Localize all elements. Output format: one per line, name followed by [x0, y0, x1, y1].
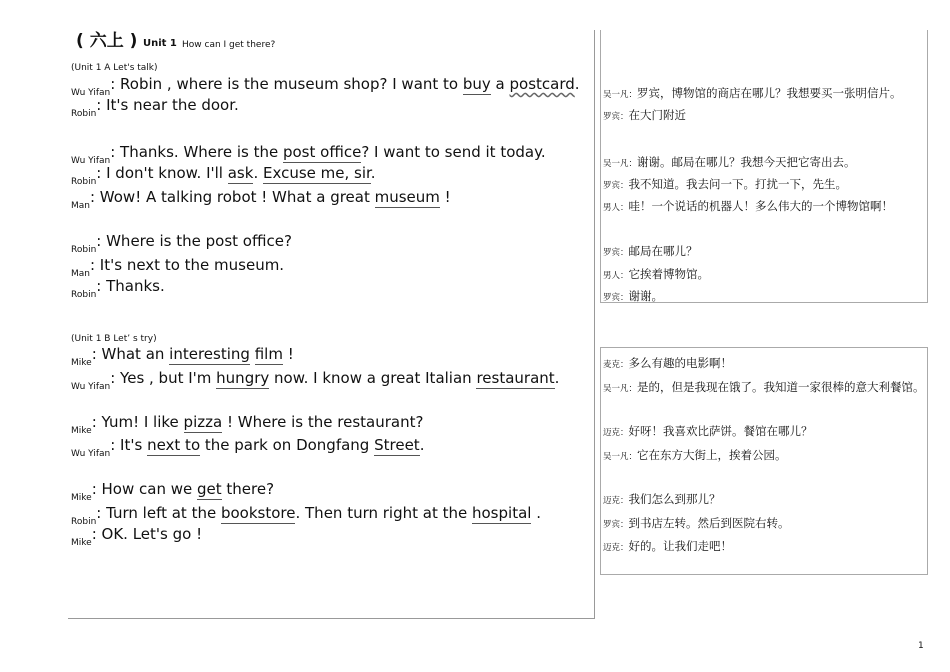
- translation-text: 在大门附近: [628, 108, 687, 122]
- speaker-label: Mike: [71, 493, 92, 503]
- speaker-label: 迈克：: [603, 543, 629, 553]
- speaker-label: 男人：: [603, 271, 629, 281]
- translation-line: [603, 104, 686, 123]
- translation-line: [603, 195, 893, 214]
- line-text: : OK. Let's go !: [91, 525, 203, 543]
- dialogue-line: [71, 435, 425, 459]
- speaker-label: 吴一凡：: [603, 452, 638, 462]
- dialogue-line: [71, 163, 376, 187]
- translation-text: 谢谢。: [628, 289, 664, 303]
- line-text: : Turn left at the bookstore. Then turn right at the hospital .: [96, 504, 541, 522]
- translation-line: [603, 173, 847, 192]
- translation-text: 罗宾，博物馆的商店在哪儿？我想要买一张明信片。: [637, 86, 902, 100]
- line-text: : Where is the post office?: [96, 232, 292, 250]
- speaker-label: Robin: [71, 290, 97, 300]
- speaker-label: 吴一凡：: [603, 90, 638, 100]
- speaker-label: Mike: [71, 538, 92, 548]
- translation-text: 到书店左转。然后到医院右转。: [628, 516, 790, 530]
- dialogue-line: [71, 503, 541, 527]
- line-text: : Thanks. Where is the post office? I want to send it today.: [110, 143, 546, 161]
- translation-text: 它挨着博物馆。: [628, 267, 710, 281]
- speaker-label: 罗宾：: [603, 293, 629, 303]
- speaker-label: Wu Yifan: [71, 449, 111, 459]
- translation-line: [603, 535, 732, 554]
- dialogue-line: [71, 74, 580, 98]
- translation-line: [603, 285, 663, 304]
- translation-line: [603, 82, 902, 101]
- speaker-label: Wu Yifan: [71, 382, 111, 392]
- translation-text: 它在东方大街上，挨着公园。: [637, 448, 787, 462]
- translation-line: [603, 240, 698, 259]
- bottom-rule: [68, 618, 595, 619]
- speaker-label: 麦克：: [603, 360, 629, 370]
- speaker-label: 罗宾：: [603, 112, 629, 122]
- line-text: : What an interesting film !: [91, 345, 294, 363]
- line-text: : It's next to the park on Dongfang Street.: [110, 436, 425, 454]
- translation-line: [603, 352, 732, 371]
- section-label-b: (Unit 1 B Let’ s try): [71, 334, 157, 344]
- speaker-label: 罗宾：: [603, 520, 629, 530]
- speaker-label: Robin: [71, 109, 97, 119]
- translation-text: 是的，但是我现在饿了。我知道一家很棒的意大利餐馆。: [637, 380, 925, 394]
- speaker-label: Man: [71, 201, 90, 211]
- speaker-label: Mike: [71, 358, 92, 368]
- speaker-label: 迈克：: [603, 428, 629, 438]
- speaker-label: 罗宾：: [603, 248, 629, 258]
- line-text: : Yes , but I'm hungry now. I know a great Italian restaurant.: [110, 369, 560, 387]
- line-text: : Yum! I like pizza ! Where is the restaurant?: [91, 413, 424, 431]
- dialogue-line: [71, 142, 546, 166]
- speaker-label: Wu Yifan: [71, 156, 111, 166]
- dialogue-line: [71, 479, 275, 503]
- dialogue-line: [71, 524, 203, 548]
- speaker-label: Wu Yifan: [71, 88, 111, 98]
- dialogue-line: [71, 95, 239, 119]
- speaker-label: Robin: [71, 177, 97, 187]
- page-number: 1: [918, 641, 924, 651]
- dialogue-line: [71, 276, 165, 300]
- translation-line: [603, 376, 925, 395]
- unit-title: How can I get there?: [182, 40, 276, 50]
- translation-text: 邮局在哪儿？: [628, 244, 698, 258]
- translation-text: 多么有趣的电影啊！: [628, 356, 733, 370]
- speaker-label: Robin: [71, 517, 97, 527]
- translation-text: 好呀！我喜欢比萨饼。餐馆在哪儿？: [628, 424, 813, 438]
- speaker-label: Mike: [71, 426, 92, 436]
- translation-text: 我不知道。我去问一下。打扰一下，先生。: [628, 177, 848, 191]
- unit-label: Unit 1: [143, 38, 177, 49]
- speaker-label: 男人：: [603, 203, 629, 213]
- line-text: : Thanks.: [96, 277, 165, 295]
- translation-text: 谢谢。邮局在哪儿？我想今天把它寄出去。: [637, 155, 856, 169]
- line-text: : How can we get there?: [91, 480, 275, 498]
- translation-text: 哇！一个说话的机器人！多么伟大的一个博物馆啊！: [628, 199, 894, 213]
- translation-line: [603, 263, 709, 282]
- dialogue-line: [71, 368, 560, 392]
- speaker-label: Man: [71, 269, 90, 279]
- speaker-label: 罗宾：: [603, 181, 629, 191]
- dialogue-line: [71, 344, 294, 368]
- translation-line: [603, 512, 790, 531]
- section-label-a: (Unit 1 A Let's talk): [71, 63, 158, 73]
- column-divider: [594, 30, 595, 619]
- grade-label: ( 六上 ): [76, 31, 138, 51]
- dialogue-line: [71, 231, 292, 255]
- translation-line: [603, 151, 856, 170]
- speaker-label: 迈克：: [603, 496, 629, 506]
- line-text: : I don't know. I'll ask. Excuse me, sir.: [96, 164, 376, 182]
- speaker-label: 吴一凡：: [603, 384, 638, 394]
- dialogue-line: [71, 187, 451, 211]
- speaker-label: Robin: [71, 245, 97, 255]
- speaker-label: 吴一凡：: [603, 159, 638, 169]
- translation-text: 我们怎么到那儿？: [628, 492, 721, 506]
- translation-line: [603, 444, 787, 463]
- line-text: : Wow! A talking robot ! What a great museum !: [89, 188, 451, 206]
- dialogue-line: [71, 412, 424, 436]
- translation-line: [603, 488, 721, 507]
- dialogue-line: [71, 255, 285, 279]
- translation-line: [603, 420, 813, 439]
- line-text: : Robin , where is the museum shop? I want to buy a postcard.: [110, 75, 580, 93]
- line-text: : It's next to the museum.: [89, 256, 285, 274]
- translation-text: 好的。让我们走吧！: [628, 539, 733, 553]
- line-text: : It's near the door.: [96, 96, 239, 114]
